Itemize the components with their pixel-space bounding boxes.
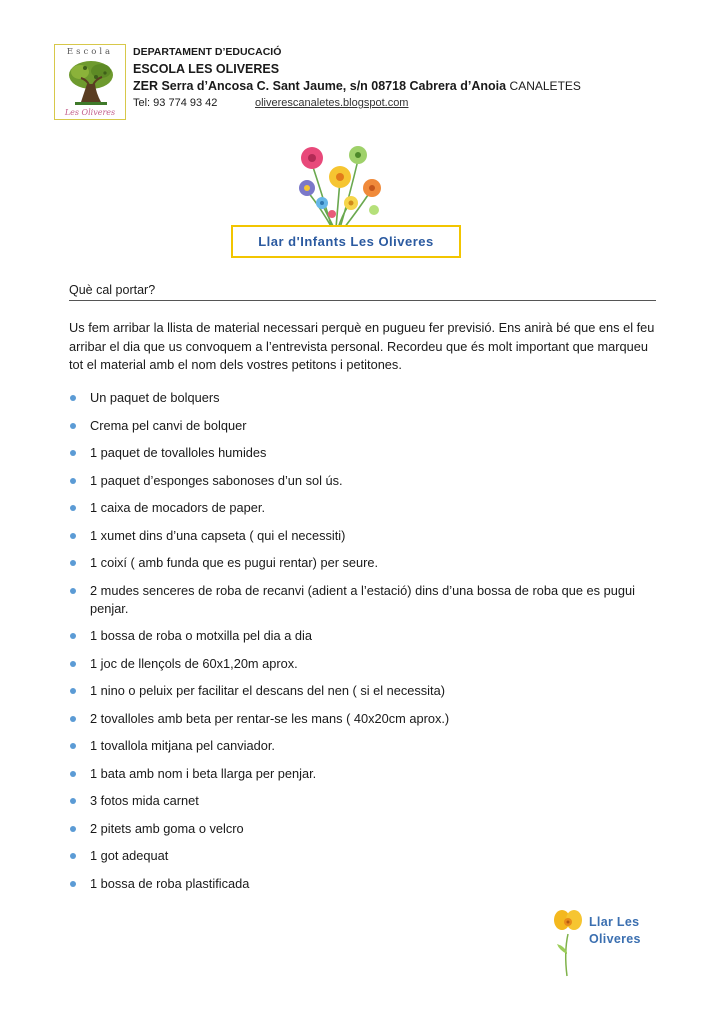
list-item-text: Crema pel canvi de bolquer	[90, 417, 247, 433]
bullet-icon	[70, 478, 76, 484]
list-item	[69, 655, 659, 673]
list-item	[69, 627, 659, 645]
intro-paragraph: Us fem arribar la llista de material necessari perquè en pugueu fer previsió. Ens anirà bé que ens el feu arribar el dia que us convoquem a l’entrevista personal. Recordeu que és molt important que marqueu tot el material amb el nom dels vostres petitons i petitones.	[69, 320, 655, 372]
bullet-icon	[70, 771, 76, 777]
list-item	[69, 682, 659, 700]
list-item	[69, 472, 659, 490]
bullet-icon	[70, 423, 76, 429]
olive-tree-icon	[65, 58, 117, 108]
blog-link[interactable]: oliverescanaletes.blogspot.com	[255, 97, 409, 109]
address-text: ZER Serra d’Ancosa C. Sant Jaume, s/n 08718 Cabrera d’Anoia	[133, 79, 507, 93]
bullet-icon	[70, 450, 76, 456]
list-item-text: 1 coixí ( amb funda que es pugui rentar) per seure.	[90, 555, 379, 570]
list-item	[69, 417, 659, 435]
footer-logo	[552, 906, 662, 978]
list-item-text: 1 bata amb nom i beta llarga per penjar.	[90, 765, 317, 781]
list-item	[69, 820, 659, 838]
list-item	[69, 389, 659, 407]
bullet-icon	[70, 826, 76, 832]
list-item	[69, 499, 659, 517]
material-list	[69, 389, 659, 902]
list-item-text: 1 joc de llençols de 60x1,20m aprox.	[90, 655, 298, 671]
list-item-text: 1 paquet d’esponges sabonoses d’un sol ús.	[90, 472, 343, 488]
list-item-text: 2 mudes senceres de roba de recanvi (adient a l’estació) dins d’una bossa de roba que es pugui penjar.	[90, 582, 635, 616]
list-item	[69, 527, 659, 545]
bullet-icon	[70, 688, 76, 694]
logo-school-name: Les Oliveres	[64, 108, 116, 117]
bullet-icon	[70, 716, 76, 722]
letterhead	[133, 44, 581, 112]
list-item	[69, 444, 659, 462]
list-item	[69, 765, 659, 783]
bullet-icon	[70, 633, 76, 639]
address-town: CANALETES	[509, 79, 581, 93]
list-item-text: 1 paquet de tovalloles humides	[90, 445, 267, 460]
list-item	[69, 737, 659, 755]
bullet-icon	[70, 560, 76, 566]
bullet-icon	[70, 743, 76, 749]
contact-line	[133, 95, 581, 112]
telephone: Tel: 93 774 93 42	[133, 97, 218, 109]
list-item	[69, 847, 659, 865]
list-item-text: 1 nino o peluix per facilitar el descans del nen ( si el necessita)	[90, 683, 445, 698]
footer-line1: Llar Les	[589, 915, 640, 929]
list-item-text: 1 got adequat	[90, 848, 169, 863]
section-title: Què cal portar?	[69, 283, 656, 301]
list-item-text: 3 fotos mida carnet	[90, 793, 199, 808]
list-item-text: Un paquet de bolquers	[90, 390, 220, 405]
list-item-text: 1 bossa de roba plastificada	[90, 875, 250, 891]
bullet-icon	[70, 533, 76, 539]
list-item	[69, 875, 659, 893]
list-item	[69, 792, 659, 810]
department-name: DEPARTAMENT D’EDUCACIÓ	[133, 46, 282, 58]
logo-top-word: Escola	[66, 47, 114, 57]
footer-line2: Oliveres	[589, 932, 641, 946]
bullet-icon	[70, 853, 76, 859]
list-item-text: 2 pitets amb goma o velcro	[90, 820, 244, 836]
bullet-icon	[70, 588, 76, 594]
list-item-text: 1 bossa de roba o motxilla pel dia a dia	[90, 628, 312, 643]
bullet-icon	[70, 661, 76, 667]
bullet-icon	[70, 798, 76, 804]
bullet-icon	[70, 505, 76, 511]
nursery-banner: Llar d'Infants Les Oliveres	[231, 225, 461, 258]
list-item	[69, 554, 659, 572]
footer-text	[589, 914, 641, 948]
list-item-text: 1 caixa de mocadors de paper.	[90, 500, 266, 515]
list-item	[69, 710, 659, 728]
list-item-text: 1 tovallola mitjana pel canviador.	[90, 738, 275, 753]
school-name: ESCOLA LES OLIVERES	[133, 62, 280, 76]
bullet-icon	[70, 881, 76, 887]
flower-icon	[552, 906, 586, 978]
school-address	[133, 78, 581, 95]
bullet-icon	[70, 395, 76, 401]
list-item-text: 1 xumet dins d’una capseta ( qui el necessiti)	[90, 527, 346, 543]
list-item	[69, 582, 659, 618]
flowers-illustration	[288, 144, 388, 230]
list-item-text: 2 tovalloles amb beta per rentar-se les mans ( 40x20cm aprox.)	[90, 710, 450, 726]
school-logo	[54, 44, 126, 120]
